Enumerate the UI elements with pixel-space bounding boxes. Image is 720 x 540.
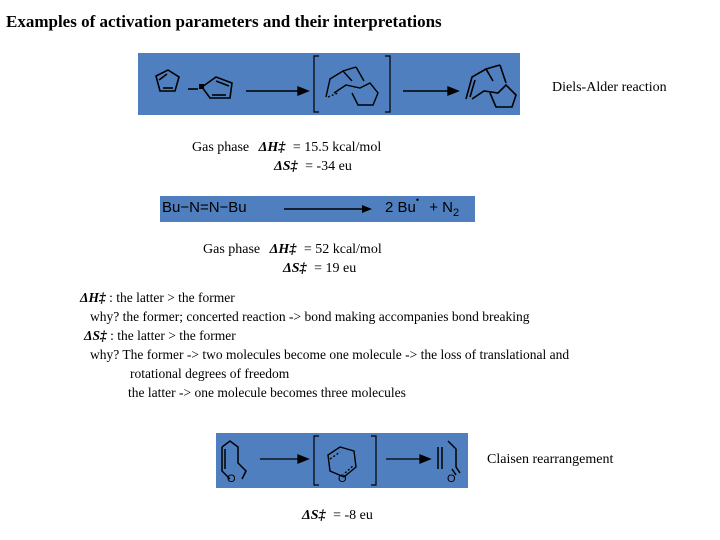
claisen-oxygen-left: O [227, 473, 236, 485]
radical-dot: • [415, 195, 420, 205]
gas-phase-label: Gas phase [192, 140, 250, 155]
gas-phase-label-2: Gas phase [203, 242, 261, 257]
explanation-line-4: why? The former -> two molecules become one molecule -> the loss of translational and [90, 347, 570, 362]
delta-h-value: = 15.5 kcal/mol [292, 140, 382, 155]
delta-s-symbol-3: ΔS‡ [84, 328, 107, 343]
diels-alder-ds [274, 159, 352, 175]
diels-alder-scheme [138, 53, 520, 115]
azo-scheme [160, 196, 475, 222]
delta-s-symbol: ΔS‡ [274, 159, 298, 174]
delta-s-value-4: = -8 eu [333, 508, 373, 523]
azo-reactant: Bu−N=N−Bu [162, 199, 247, 216]
explanation-text-1: : the latter > the former [105, 290, 235, 305]
explanation-line-5: rotational degrees of freedom [130, 366, 290, 381]
explanation-line-3 [84, 326, 236, 345]
azo-plus-n: + N [429, 199, 453, 216]
delta-h-symbol-3: ΔH‡ [80, 290, 106, 305]
azo-dh [203, 242, 382, 258]
azo-product-radical: 2 Bu [385, 199, 416, 216]
delta-s-symbol-4: ΔS‡ [302, 508, 326, 523]
claisen-oxygen-right: O [447, 473, 456, 485]
explanation-text-3: : the latter > the former [106, 328, 236, 343]
azo-arrow [284, 202, 374, 216]
delta-h-value-2: = 52 kcal/mol [303, 242, 382, 257]
explanation-line-2: why? the former; concerted reaction -> bond making accompanies bond breaking [90, 309, 530, 324]
azo-subscript: 2 [452, 207, 460, 219]
diels-alder-label: Diels-Alder reaction [552, 80, 667, 95]
delta-s-symbol-2: ΔS‡ [283, 261, 307, 276]
delta-h-symbol: ΔH‡ [258, 140, 286, 155]
azo-ds [283, 261, 356, 277]
claisen-ds [302, 508, 373, 524]
delta-s-value-2: = 19 eu [314, 261, 357, 276]
explanation-line-6: the latter -> one molecule becomes three molecules [128, 385, 406, 400]
claisen-label: Claisen rearrangement [487, 452, 614, 467]
claisen-oxygen-middle: O [338, 473, 347, 485]
page-title: Examples of activation parameters and their interpretations [6, 12, 442, 31]
azo-product [385, 195, 460, 219]
diels-alder-dh [192, 140, 381, 156]
explanation-line-1 [80, 288, 235, 307]
delta-s-value: = -34 eu [305, 159, 352, 174]
claisen-scheme [216, 433, 468, 488]
delta-h-symbol-2: ΔH‡ [269, 242, 297, 257]
